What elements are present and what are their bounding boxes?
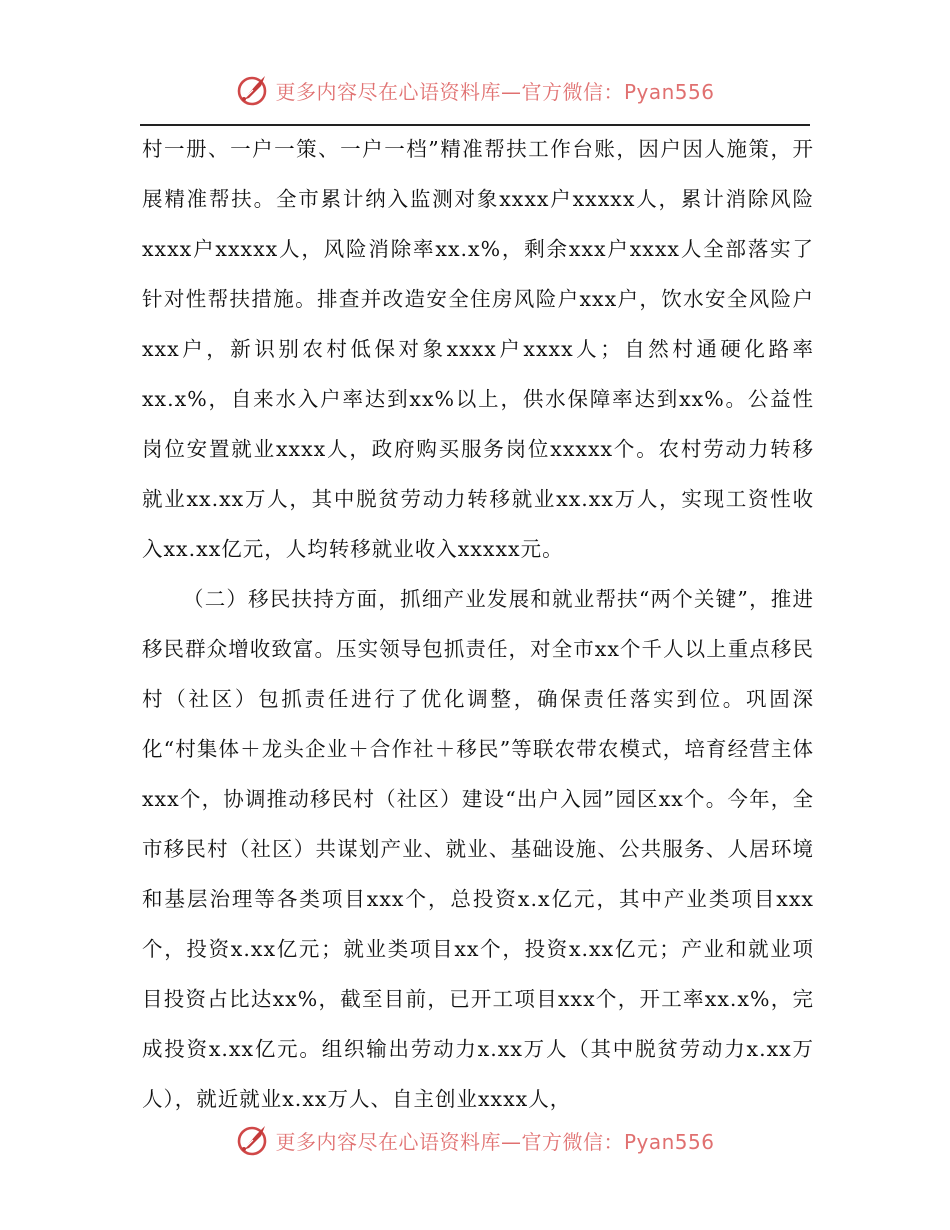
- quill-logo-icon: [235, 1122, 271, 1158]
- paragraph: 村一册、一户一策、一户一档”精准帮扶工作台账，因户因人施策，开展精准帮扶。全市累计纳入监测对象xxxx户xxxxx人，累计消除风险xxxx户xxxxx人，风险消除率xx.x%，剩余xxx户xxxx人全部落实了针对性帮扶措施。排查并改造安全住房风险户xxx户，饮水安全风险户xxx户，新识别农村低保对象xxxx户xxxx人；自然村通硬化路率xx.x%，自来水入户率达到xx%以上，供水保障率达到xx%。公益性岗位安置就业xxxx人，政府购买服务岗位xxxxx个。农村劳动力转移就业xx.xx万人，其中脱贫劳动力转移就业xx.xx万人，实现工资性收入xx.xx亿元，人均转移就业收入xxxxx元。: [142, 137, 814, 561]
- header-watermark: [0, 70, 950, 110]
- paragraph: （二）移民扶持方面，抓细产业发展和就业帮扶“两个关键”，推进移民群众增收致富。压实领导包抓责任，对全市xx个千人以上重点移民村（社区）包抓责任进行了优化调整，确保责任落实到位。巩固深化“村集体＋龙头企业＋合作社＋移民”等联农带农模式，培育经营主体xxx个，协调推动移民村（社区）建设“出户入园”园区xx个。今年，全市移民村（社区）共谋划产业、就业、基础设施、公共服务、人居环境和基层治理等各类项目xxx个，总投资x.x亿元，其中产业类项目xxx个，投资x.xx亿元；就业类项目xx个，投资x.xx亿元；产业和就业项目投资占比达xx%，截至目前，已开工项目xxx个，开工率xx.x%，完成投资x.xx亿元。组织输出劳动力x.xx万人（其中脱贫劳动力x.xx万人），就近就业x.xx万人、自主创业xxxx人，: [142, 587, 814, 1111]
- footer-watermark: [0, 1120, 950, 1160]
- document-body: [142, 124, 814, 1124]
- quill-logo-icon: [235, 72, 271, 108]
- watermark-text: 更多内容尽在心语资料库—官方微信：Pyan556: [275, 1129, 715, 1154]
- watermark-text: 更多内容尽在心语资料库—官方微信：Pyan556: [275, 79, 715, 104]
